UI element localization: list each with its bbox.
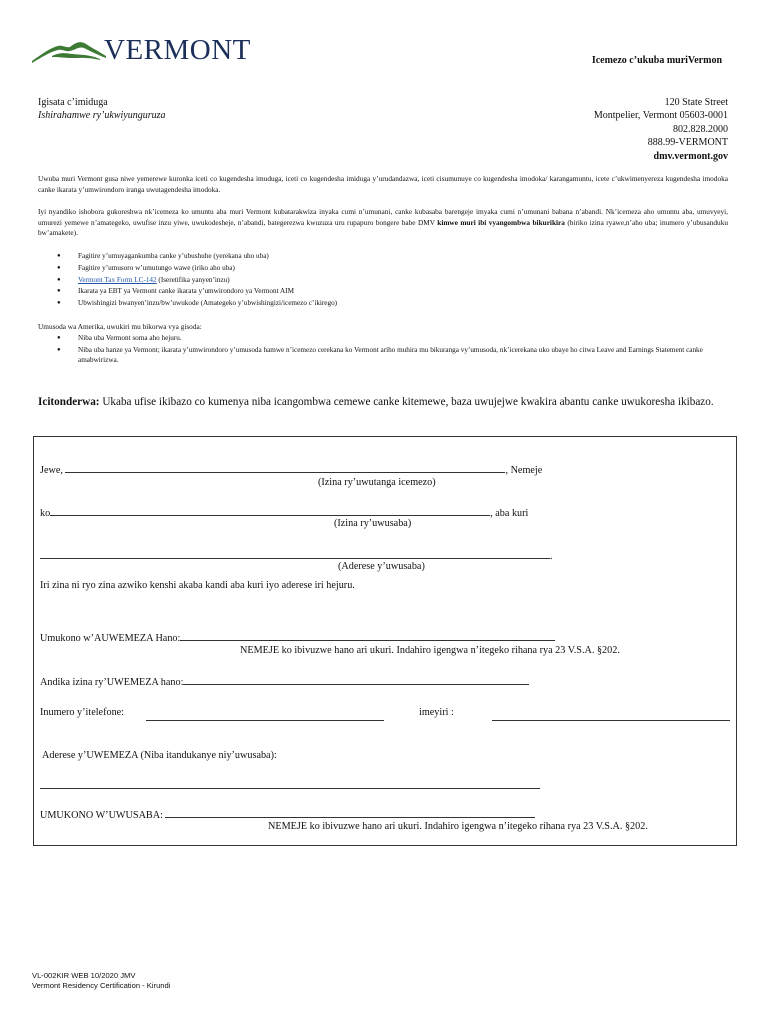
certifier-name-caption: (Izina ry’uwutanga icemezo) <box>318 477 436 488</box>
jewe-label: Jewe, <box>40 465 63 476</box>
address-row <box>40 549 553 562</box>
certifier-signature-row <box>40 631 555 644</box>
phone-row <box>40 707 124 718</box>
address-block <box>594 96 728 163</box>
list-item: ● Niba uba hanze ya Vermont; ikarata y’umwirondoro y’umusoda hamwe n’icemezo cerekana ko Vermont ariho muhira mu bikuranga vy’umusoda, nk’icerekana uko ubaye ho citwa Leave and Earnings Statement canke amabwirizwa. <box>44 345 734 365</box>
form-title: Vermont Residency Certification - Kirundi <box>32 981 171 990</box>
applicant-name-field[interactable] <box>50 506 490 516</box>
certifier-address-label: Aderese y’UWEMEZA (Niba itandukanye niy’uwusaba): <box>42 750 277 761</box>
vermont-wordmark: VERMONT <box>104 34 251 66</box>
applicant-address-field[interactable] <box>40 549 550 559</box>
certifier-address-field[interactable] <box>40 779 540 789</box>
print-name-row <box>40 675 529 688</box>
date-label: imeyiri : <box>419 707 454 718</box>
document-list <box>44 251 337 310</box>
address-dot: . <box>550 551 553 562</box>
list-item: ● Fagitire y’umuyagankumba canke y’ubushuhe (yerekana uho uba) <box>44 251 337 263</box>
ko-label: ko <box>40 508 51 519</box>
jewe-row <box>40 463 542 476</box>
department-block <box>38 96 166 122</box>
intro-p2-text: Iyi nyandiko ishobora gukoreshwa nk’icemeza ko umuntu aba muri Vermont kubatarakwiza inyaka cumi n’umunani, canke kubasaba barengeje imyaka cumi n’umunani babana n’abandi. Nk’icemeza aho umuntu aba, umuvyeyi, umurezi yemewe n’amategeko, uwufise inzu yiwe, uwukodesheje, n’abandi, bategerezwa kwuzuza uru rupapuro bongere babe DMV <box>38 207 728 227</box>
warning-text: Ukaba ufise ikibazo co kumenya niba icangombwa cemewe canke kitemewe, baza uwujejwe kwakira abantu canke uwukoresha ikibazo. <box>102 396 714 408</box>
jewe-suffix: , Nemeje <box>505 465 543 476</box>
list-item: ● Ikarata ya EBT ya Vermont canke ikarata y’umwirondoro ya Vermont AIM <box>44 286 337 298</box>
ko-row <box>40 506 528 519</box>
intro-paragraph-1: Uwuba muri Vermont gusa niwe yemerewe kuronka iceti co kugendesha imuduga, iceti co kugendesha imiduga y’urudandazwa, iceti cisumunuye co kugendesha imodoka/ karangamuntu, icete c’ukwimenyereza kugendesha imodoka canke ikarata y’umwirondoro iranga uwutagendesha imodoka. <box>38 174 728 194</box>
date-field[interactable] <box>492 711 730 721</box>
tax-form-link[interactable]: Vermont Tax Form LC-142 <box>78 275 157 284</box>
ko-suffix: , aba kuri <box>490 508 529 519</box>
certifier-signature-field[interactable] <box>180 631 555 641</box>
intro-paragraph-2 <box>38 207 728 239</box>
list-item-text: (Iseretifika yanyen’inzu) <box>158 275 230 284</box>
mountain-logo-icon <box>30 34 110 68</box>
phone-field[interactable] <box>146 711 384 721</box>
applicant-signature-label: UMUKONO W’UWUSABA: <box>40 810 163 821</box>
vermont-logo <box>30 34 251 68</box>
warning-note <box>38 396 738 408</box>
applicant-name-caption: (Izina ry’uwusaba) <box>334 518 412 529</box>
applicant-signature-field[interactable] <box>165 808 535 818</box>
applicant-address-caption: (Aderese y’uwusaba) <box>338 561 425 572</box>
attest-text: Iri zina ni ryo zina azwiko kenshi akaba kandi aba kuri iyo aderese iri hejuru. <box>40 580 355 591</box>
document-title: Icemezo c’ukuba muriVermon <box>591 55 722 66</box>
department-name: Igisata c’imiduga <box>38 97 108 108</box>
list-item: ● Niba uba Vermont soma aho hejuru. <box>44 333 734 345</box>
list-item: ● Fagitire y’umusoro w’umutungo wawe (iriko aho uba) <box>44 263 337 275</box>
certifier-name-field[interactable] <box>65 463 505 473</box>
military-lead: Umusoda wa Amerika, uwukiri mu bikorwa vya gisoda: <box>38 322 202 331</box>
certifier-signature-label: Umukono w’AUWEMEZA Hano: <box>40 633 181 644</box>
certifier-oath-note: NEMEJE ko ibivuzwe hano ari ukuri. Indahiro igengwa n’itegeko rihana rya 23 V.S.A. §202. <box>240 645 620 656</box>
website: dmv.vermont.gov <box>653 150 728 162</box>
applicant-signature-row <box>40 808 535 821</box>
certifier-print-name-field[interactable] <box>183 675 529 685</box>
phone-2: 888.99-VERMONT <box>647 137 728 149</box>
print-name-label: Andika izina ry’UWEMEZA hano: <box>40 677 184 688</box>
street: 120 State Street <box>664 97 728 108</box>
division-name: Ishirahamwe ry’ukwiyunguruza <box>38 110 166 121</box>
city: Montpelier, Vermont 05603-0001 <box>593 110 728 122</box>
military-list <box>44 333 734 365</box>
applicant-oath-note: NEMEJE ko ibivuzwe hano ari ukuri. Indahiro igengwa n’itegeko rihana rya 23 V.S.A. §202. <box>268 821 648 832</box>
form-code: VL-002KIR WEB 10/2020 JMV <box>32 971 136 980</box>
phone-label: Inumero y’itelefone: <box>40 707 125 718</box>
intro-p2-bold: kimwe muri ibi vyangombwa bikurikira <box>437 217 565 227</box>
intro-p2-tail: (biriko izina ryawe,n’aho uba; inumero y’ubusanduku bw’amakete). <box>38 217 728 238</box>
phone-1: 802.828.2000 <box>673 123 728 135</box>
warning-label: Icitonderwa: <box>38 396 100 408</box>
list-item: ● Ubwishingizi bwanyen’inzu/bw’uwukode (Amategeko y’ubwishingizi/icemezo c’ikirego) <box>44 298 337 310</box>
list-item <box>44 275 337 287</box>
